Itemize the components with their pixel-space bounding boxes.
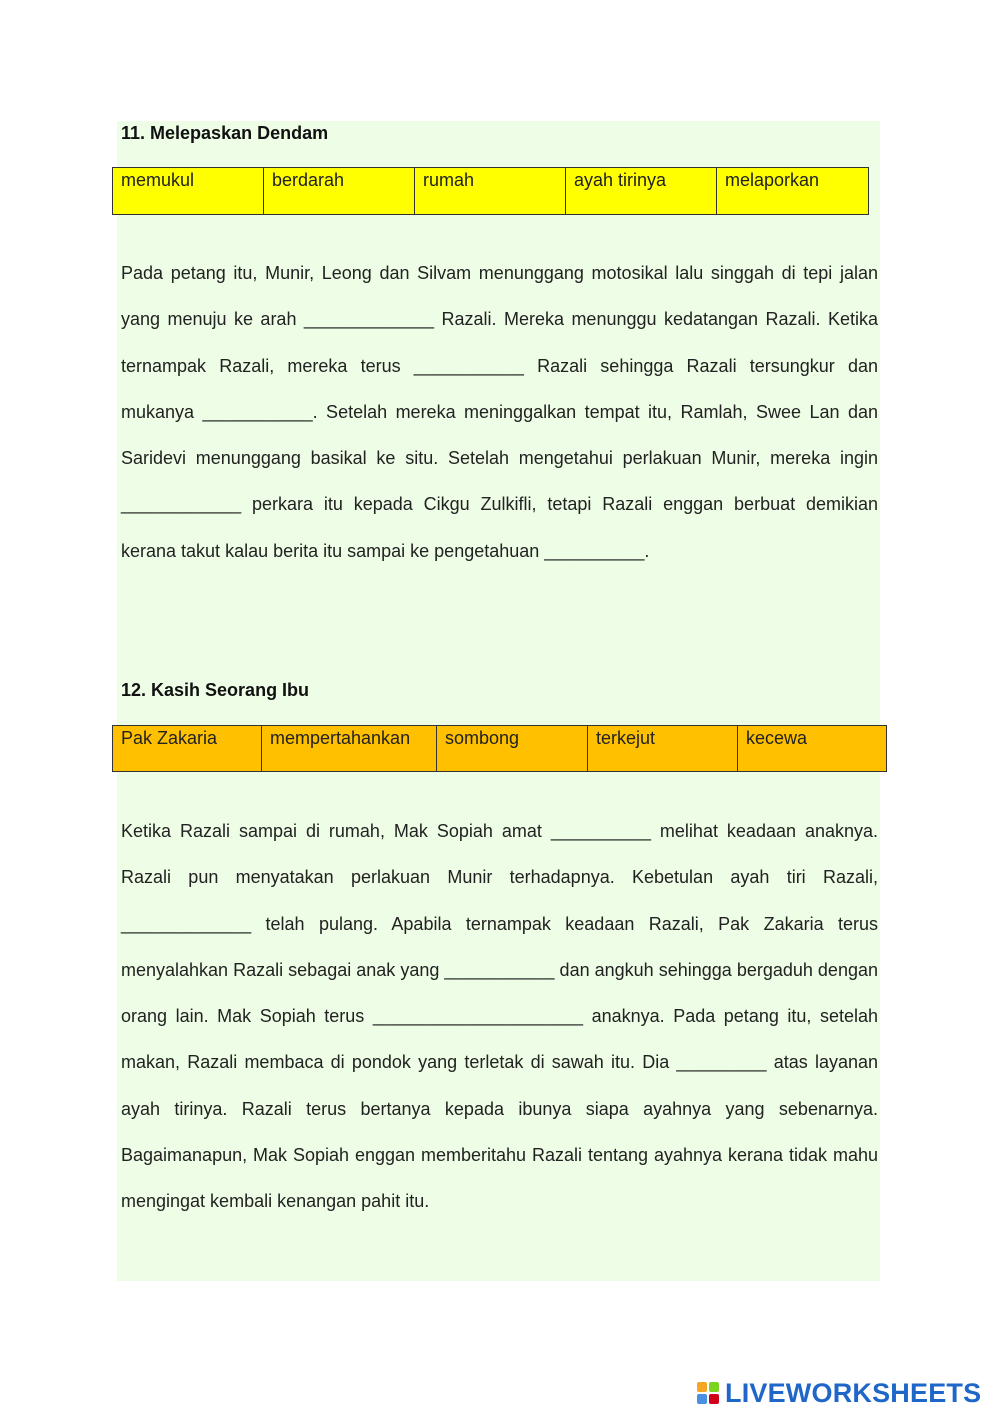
word-bank-cell[interactable]: berdarah	[264, 168, 415, 214]
section-11-title: 11. Melepaskan Dendam	[121, 123, 329, 143]
section-12-title: 12. Kasih Seorang Ibu	[121, 680, 310, 700]
section-12-paragraph: Ketika Razali sampai di rumah, Mak Sopiah amat __________ melihat keadaan anaknya. Razali pun menyatakan perlakuan Munir terhadapnya. Kebetulan ayah tiri Razali, _____________ telah pulang. Apabila ternampak keadaan Razali, Pak Zakaria terus menyalahkan Razali sebagai anak yang ___________ dan angkuh sehingga bergaduh dengan orang lain. Mak Sopiah terus _____________________ anaknya. Pada petang itu, setelah makan, Razali membaca di pondok yang terletak di sawah itu. Dia _________ atas layanan ayah tirinya. Razali terus bertanya kepada ibunya siapa ayahnya yang sebenarnya. Bagaimanapun, Mak Sopiah enggan memberitahu Razali tentang ayahnya kerana tidak mahu mengingat kembali kenangan pahit itu.	[121, 821, 878, 1212]
word-bank-cell[interactable]: ayah tirinya	[566, 168, 717, 214]
word-bank-cell[interactable]: rumah	[415, 168, 566, 214]
liveworksheets-logo	[697, 1377, 981, 1409]
section-12-word-bank	[112, 725, 887, 772]
section-11-paragraph: Pada petang itu, Munir, Leong dan Silvam menunggang motosikal lalu singgah di tepi jalan yang menuju ke arah _____________ Razali. Mereka menunggu kedatangan Razali. Ketika ternampak Razali, mereka terus ___________ Razali sehingga Razali tersungkur dan mukanya ___________. Setelah mereka meninggalkan tempat itu, Ramlah, Swee Lan dan Saridevi menunggang basikal ke situ. Setelah mengetahui perlakuan Munir, mereka ingin ____________ perkara itu kepada Cikgu Zulkifli, tetapi Razali enggan berbuat demikian kerana takut kalau berita itu sampai ke pengetahuan __________.	[121, 263, 878, 561]
word-bank-cell[interactable]: mempertahankan	[262, 726, 437, 771]
word-bank-cell[interactable]: sombong	[437, 726, 588, 771]
word-bank-cell[interactable]: Pak Zakaria	[113, 726, 262, 771]
logo-mark-icon	[697, 1382, 719, 1404]
word-bank-cell[interactable]: melaporkan	[725, 170, 820, 190]
word-bank-cell[interactable]: terkejut	[588, 726, 738, 771]
word-bank-cell[interactable]: kecewa	[746, 728, 808, 748]
logo-text: LIVEWORKSHEETS	[725, 1377, 982, 1408]
section-11-word-bank	[112, 167, 869, 215]
word-bank-cell[interactable]: memukul	[113, 168, 264, 214]
